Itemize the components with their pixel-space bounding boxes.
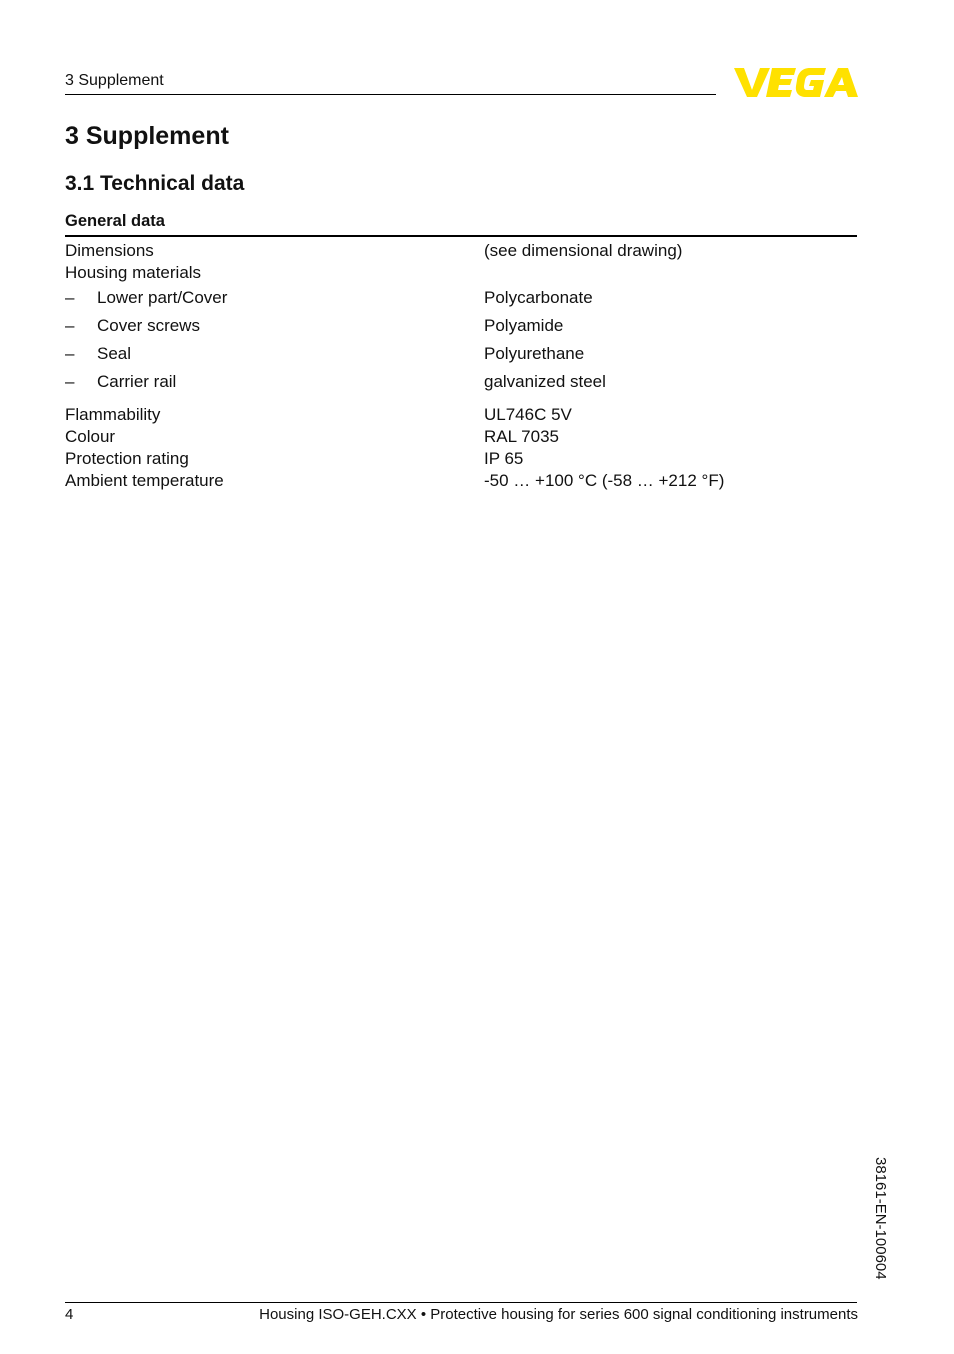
- row-label: Lower part/Cover: [97, 288, 228, 307]
- row-label: Carrier rail: [97, 372, 177, 391]
- vega-logo-g: [796, 68, 826, 97]
- table-row: [65, 426, 857, 448]
- vega-logo: [734, 66, 858, 98]
- table-row: [65, 404, 857, 426]
- row-label: Ambient temperature: [65, 471, 224, 490]
- vega-logo-e: [766, 68, 796, 97]
- row-label: Housing materials: [65, 263, 202, 282]
- row-value: Polyurethane: [484, 344, 585, 363]
- row-value: RAL 7035: [484, 427, 559, 446]
- row-value: UL746C 5V: [484, 405, 572, 424]
- dash-bullet: –: [65, 288, 75, 307]
- row-label: Seal: [97, 344, 132, 363]
- header-rule: [65, 94, 716, 95]
- dash-bullet: –: [65, 372, 75, 391]
- row-value: IP 65: [484, 449, 524, 468]
- vega-logo-v: [734, 68, 770, 97]
- section-rule: [65, 235, 857, 237]
- row-label: Protection rating: [65, 449, 189, 468]
- row-value: Polycarbonate: [484, 288, 593, 307]
- row-label: Cover screws: [97, 316, 200, 335]
- footer-rule: [65, 1302, 857, 1303]
- technical-data-table: [65, 240, 857, 492]
- row-value: -50 … +100 °C (-58 … +212 °F): [484, 471, 725, 490]
- document-number: 38161-EN-100604: [872, 1157, 889, 1280]
- section-title: 3.1 Technical data: [65, 172, 245, 195]
- table-row: [65, 340, 857, 368]
- footer-text: Housing ISO-GEH.CXX • Protective housing for series 600 signal conditioning instruments: [259, 1306, 858, 1323]
- chapter-title: 3 Supplement: [65, 122, 229, 150]
- table-row: [65, 262, 857, 284]
- row-label: Flammability: [65, 405, 161, 424]
- row-label: Colour: [65, 427, 116, 446]
- table-row: [65, 368, 857, 396]
- subsection-title: General data: [65, 212, 165, 230]
- table-row: [65, 448, 857, 470]
- row-value: (see dimensional drawing): [484, 241, 683, 260]
- table-row: [65, 284, 857, 312]
- page-number: 4: [65, 1306, 74, 1323]
- table-row: [65, 470, 857, 492]
- dash-bullet: –: [65, 344, 75, 363]
- table-row: [65, 312, 857, 340]
- row-value: galvanized steel: [484, 372, 606, 391]
- table-row: [65, 240, 857, 262]
- row-value: Polyamide: [484, 316, 564, 335]
- row-label: Dimensions: [65, 241, 154, 260]
- dash-bullet: –: [65, 316, 75, 335]
- running-head: 3 Supplement: [65, 72, 164, 89]
